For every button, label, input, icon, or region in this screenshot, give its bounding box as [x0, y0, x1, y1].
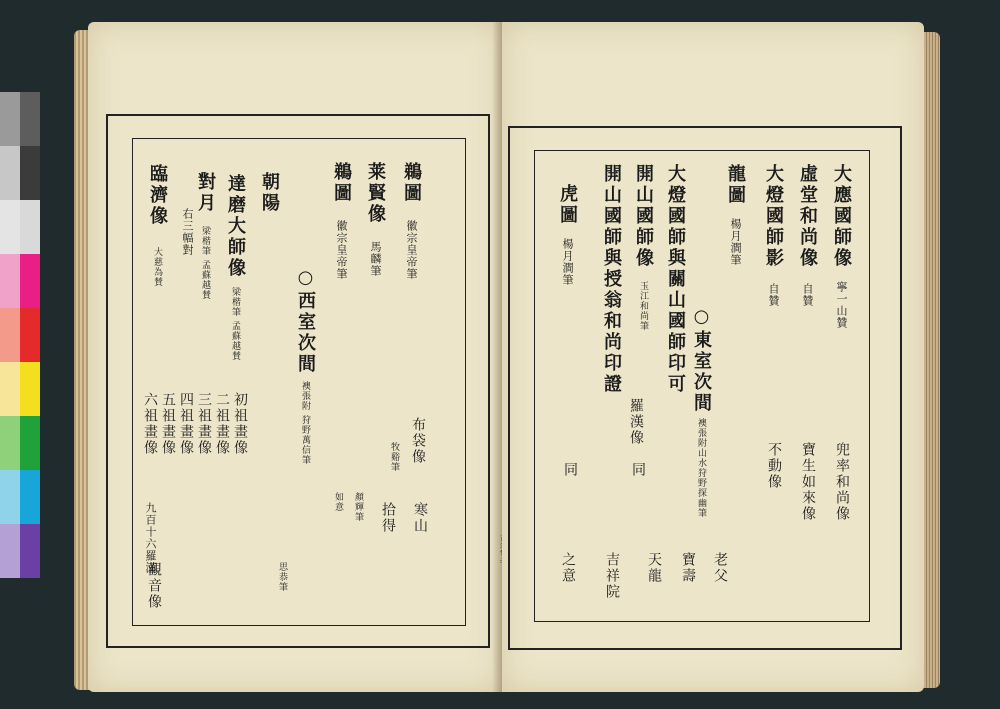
right-entry-1: 大應國師像寧一山贊	[831, 164, 852, 329]
left-entry-7: 右三幅對	[181, 208, 194, 256]
left-entry-6: 對月梁楷筆 孟蘇越賛	[195, 172, 216, 300]
color-calibration-strip	[0, 92, 40, 580]
left-page	[88, 22, 502, 692]
right-lower-7: 之意	[560, 552, 576, 584]
open-book	[74, 14, 940, 694]
left-lower-1: 布袋像	[410, 417, 426, 465]
left-lower-5: 顏輝筆	[353, 492, 363, 522]
right-east-room: ○東室次間襖張附山水狩野探幽筆	[691, 306, 712, 518]
color-patch	[0, 524, 20, 578]
left-lower-8: 二祖畫像	[214, 392, 230, 456]
left-lower-10: 四祖畫像	[178, 392, 194, 456]
color-patch	[20, 416, 40, 470]
right-lower-9: 天龍	[646, 552, 662, 584]
left-entry-1: 鵜圖徽宗皇帝筆	[401, 162, 422, 280]
color-patch	[20, 200, 40, 254]
color-patch	[0, 470, 20, 524]
color-patch	[0, 362, 20, 416]
color-patch	[20, 308, 40, 362]
right-entry-3: 大燈國師影自贊	[763, 164, 784, 307]
right-entry-7: 開山國師與授翁和尚印證	[601, 164, 622, 395]
color-patch	[0, 200, 20, 254]
right-lower-10: 寶壽	[680, 552, 696, 584]
right-lower-1: 兜率和尚像	[834, 442, 850, 522]
right-lower-2: 同	[630, 462, 646, 478]
right-lower-8: 吉祥院	[604, 552, 620, 600]
color-patch	[0, 254, 20, 308]
right-lower-11: 老父	[712, 552, 728, 584]
right-entry-8: 虎圖楊月澗筆	[557, 184, 578, 286]
right-entry-6: 開山國師像玉江和尚筆	[633, 164, 654, 331]
color-patch	[0, 146, 20, 200]
left-lower-6: 如意	[333, 492, 343, 512]
left-west-room: ○西室次間襖張附 狩野萬信筆	[295, 267, 316, 465]
color-patch	[20, 524, 40, 578]
right-lower-6: 不動像	[766, 442, 782, 490]
color-patch	[20, 146, 40, 200]
color-patch	[0, 416, 20, 470]
left-entry-5: 達磨大師像梁楷筆 孟蘇越賛	[225, 174, 246, 361]
right-page	[502, 22, 924, 692]
color-patch	[20, 254, 40, 308]
right-entry-2: 虛堂和尚像自贊	[797, 164, 818, 307]
left-lower-13: 九百十六羅漢	[144, 502, 157, 574]
left-entry-4: 朝陽	[259, 172, 280, 214]
left-lower-15: 思恭筆	[277, 562, 287, 592]
color-patch	[20, 470, 40, 524]
right-entry-4: 龍圖楊月澗筆	[725, 164, 746, 266]
color-patch	[0, 92, 20, 146]
right-lower-5: 寶生如來像	[800, 442, 816, 522]
left-lower-3: 寒山	[412, 502, 428, 534]
left-lower-2: 牧谿筆	[389, 442, 399, 472]
left-lower-4: 拾得	[380, 502, 396, 534]
left-entry-3: 鵜圖徽宗皇帝筆	[331, 162, 352, 280]
left-entry-2: 莱賢像馬麟筆	[365, 162, 386, 277]
color-patch	[0, 308, 20, 362]
color-patch	[20, 92, 40, 146]
right-lower-3: 羅漢像	[628, 398, 644, 446]
right-lower-4: 同	[562, 462, 578, 478]
left-lower-9: 三祖畫像	[196, 392, 212, 456]
left-lower-11: 五祖畫像	[160, 392, 176, 456]
right-entry-5: 大燈國師與關山國師印可	[665, 164, 686, 395]
left-lower-7: 初祖畫像	[232, 392, 248, 456]
color-patch	[20, 362, 40, 416]
left-entry-8: 臨濟像大慈為賛	[147, 164, 168, 287]
left-lower-14: 觀音像	[146, 562, 162, 610]
left-lower-12: 六祖畫像	[142, 392, 158, 456]
